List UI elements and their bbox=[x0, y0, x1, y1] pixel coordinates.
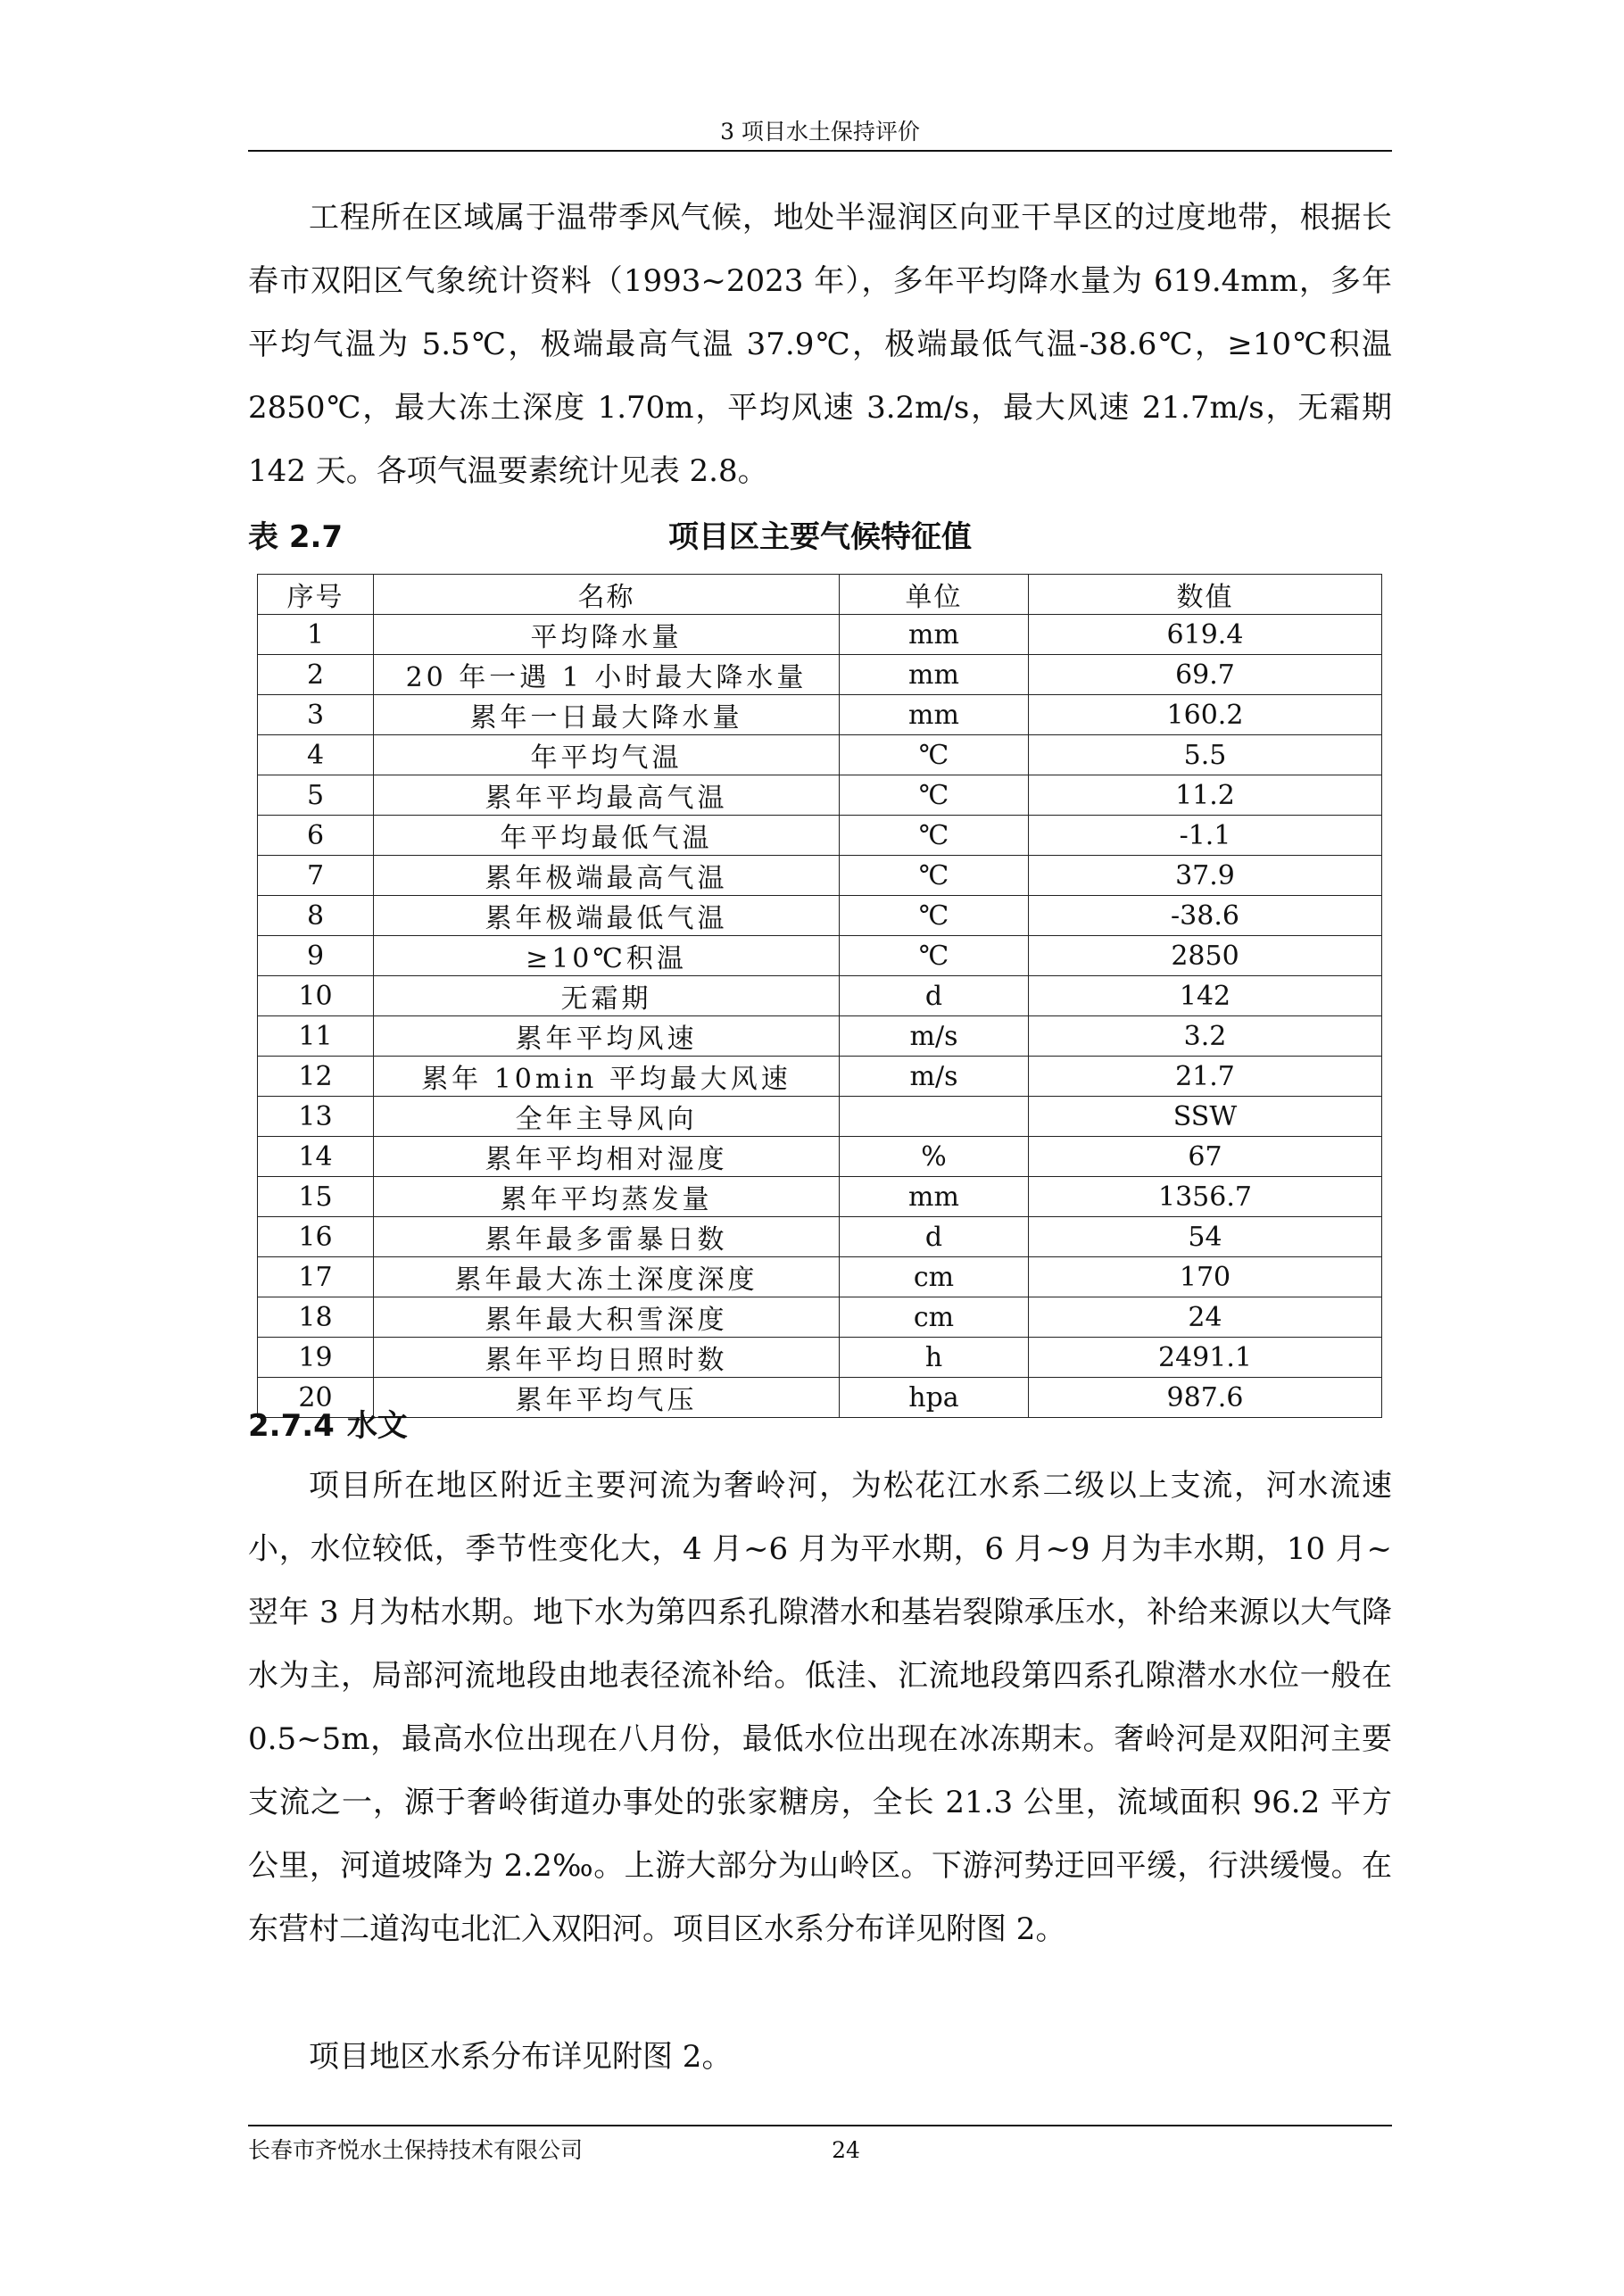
cell-index: 7 bbox=[258, 856, 374, 896]
cell-unit bbox=[840, 1097, 1029, 1137]
cell-value: 2491.1 bbox=[1029, 1338, 1382, 1378]
cell-index: 3 bbox=[258, 695, 374, 735]
cell-value: 3.2 bbox=[1029, 1016, 1382, 1057]
cell-value: 67 bbox=[1029, 1137, 1382, 1177]
page-header: 3 项目水土保持评价 bbox=[720, 119, 920, 145]
cell-value: 619.4 bbox=[1029, 615, 1382, 655]
cell-unit: mm bbox=[840, 615, 1029, 655]
cell-name: 累年平均日照时数 bbox=[374, 1338, 840, 1378]
cell-index: 5 bbox=[258, 775, 374, 816]
cell-value: 11.2 bbox=[1029, 775, 1382, 816]
cell-name: 年平均最低气温 bbox=[374, 816, 840, 856]
cell-index: 10 bbox=[258, 976, 374, 1016]
table-row bbox=[258, 936, 1382, 976]
cell-unit: cm bbox=[840, 1297, 1029, 1338]
cell-unit: m/s bbox=[840, 1057, 1029, 1097]
header-unit: 单位 bbox=[840, 575, 1029, 615]
cell-value: SSW bbox=[1029, 1097, 1382, 1137]
cell-name: 累年平均风速 bbox=[374, 1016, 840, 1057]
cell-name: 无霜期 bbox=[374, 976, 840, 1016]
cell-name: 累年平均相对湿度 bbox=[374, 1137, 840, 1177]
section-heading bbox=[248, 1399, 408, 1453]
table-row bbox=[258, 1378, 1382, 1418]
cell-unit: ℃ bbox=[840, 775, 1029, 816]
cell-unit: ℃ bbox=[840, 896, 1029, 936]
cell-value: 5.5 bbox=[1029, 735, 1382, 775]
cell-index: 17 bbox=[258, 1257, 374, 1297]
table-row bbox=[258, 1257, 1382, 1297]
cell-name: 平均降水量 bbox=[374, 615, 840, 655]
cell-value: -38.6 bbox=[1029, 896, 1382, 936]
table-row bbox=[258, 1217, 1382, 1257]
table-row bbox=[258, 976, 1382, 1016]
cell-value: 1356.7 bbox=[1029, 1177, 1382, 1217]
table-row bbox=[258, 896, 1382, 936]
cell-value: 54 bbox=[1029, 1217, 1382, 1257]
section-title: 水文 bbox=[346, 1408, 408, 1444]
page-number: 24 bbox=[832, 2137, 860, 2163]
cell-name: 累年平均蒸发量 bbox=[374, 1177, 840, 1217]
cell-unit: h bbox=[840, 1338, 1029, 1378]
header-divider bbox=[248, 150, 1392, 152]
cell-name: 累年极端最低气温 bbox=[374, 896, 840, 936]
cell-index: 19 bbox=[258, 1338, 374, 1378]
cell-value: 24 bbox=[1029, 1297, 1382, 1338]
cell-name: 累年最大冻土深度深度 bbox=[374, 1257, 840, 1297]
cell-name: 累年平均气压 bbox=[374, 1378, 840, 1418]
cell-unit: mm bbox=[840, 695, 1029, 735]
cell-value: 987.6 bbox=[1029, 1378, 1382, 1418]
cell-value: 2850 bbox=[1029, 936, 1382, 976]
cell-name: 累年极端最高气温 bbox=[374, 856, 840, 896]
reference-paragraph: 项目地区水系分布详见附图 2。 bbox=[309, 2039, 733, 2075]
table-title: 项目区主要气候特征值 bbox=[668, 519, 972, 555]
footer-divider bbox=[248, 2125, 1392, 2126]
footer-company: 长春市齐悦水土保持技术有限公司 bbox=[248, 2137, 584, 2163]
cell-name: 累年 10min 平均最大风速 bbox=[374, 1057, 840, 1097]
cell-value: 160.2 bbox=[1029, 695, 1382, 735]
cell-name: 年平均气温 bbox=[374, 735, 840, 775]
cell-index: 6 bbox=[258, 816, 374, 856]
climate-paragraph: 工程所在区域属于温带季风气候，地处半湿润区向亚干旱区的过度地带，根据长春市双阳区气象统计资料（1993~2023 年），多年平均降水量为 619.4mm，多年平均气温为 5.5℃，极端最高气温 37.9℃，极端最低气温-38.6℃，≥10℃积温 2850℃，最大冻土深度 1.70m，平均风速 3.2m/s，最大风速 21.7m/s，无霜期 142 天。各项气温要素统计见表 2.8。 bbox=[248, 200, 1392, 489]
cell-index: 2 bbox=[258, 655, 374, 695]
table-row bbox=[258, 1297, 1382, 1338]
table-row bbox=[258, 1177, 1382, 1217]
table-row bbox=[258, 1016, 1382, 1057]
cell-value: 21.7 bbox=[1029, 1057, 1382, 1097]
cell-unit: ℃ bbox=[840, 735, 1029, 775]
cell-index: 4 bbox=[258, 735, 374, 775]
cell-unit: mm bbox=[840, 655, 1029, 695]
header-name: 名称 bbox=[374, 575, 840, 615]
cell-unit: % bbox=[840, 1137, 1029, 1177]
cell-index: 15 bbox=[258, 1177, 374, 1217]
cell-unit: ℃ bbox=[840, 936, 1029, 976]
cell-unit: m/s bbox=[840, 1016, 1029, 1057]
table-row bbox=[258, 1137, 1382, 1177]
table-row bbox=[258, 615, 1382, 655]
cell-index: 8 bbox=[258, 896, 374, 936]
cell-value: 142 bbox=[1029, 976, 1382, 1016]
table-caption bbox=[248, 512, 1392, 562]
cell-index: 16 bbox=[258, 1217, 374, 1257]
table-row bbox=[258, 775, 1382, 816]
table-row bbox=[258, 1338, 1382, 1378]
cell-value: 170 bbox=[1029, 1257, 1382, 1297]
table-row bbox=[258, 735, 1382, 775]
table-row bbox=[258, 655, 1382, 695]
header-value: 数值 bbox=[1029, 575, 1382, 615]
cell-unit: d bbox=[840, 976, 1029, 1016]
header-index: 序号 bbox=[258, 575, 374, 615]
cell-value: 69.7 bbox=[1029, 655, 1382, 695]
table-row bbox=[258, 1057, 1382, 1097]
cell-unit: ℃ bbox=[840, 856, 1029, 896]
table-row bbox=[258, 856, 1382, 896]
cell-name: 累年最多雷暴日数 bbox=[374, 1217, 840, 1257]
cell-index: 14 bbox=[258, 1137, 374, 1177]
cell-value: -1.1 bbox=[1029, 816, 1382, 856]
section-number: 2.7.4 bbox=[248, 1408, 335, 1444]
cell-name: ≥10℃积温 bbox=[374, 936, 840, 976]
table-number: 表 2.7 bbox=[248, 519, 344, 555]
hydrology-paragraph: 项目所在地区附近主要河流为奢岭河，为松花江水系二级以上支流，河水流速小，水位较低，季节性变化大，4 月~6 月为平水期，6 月~9 月为丰水期，10 月~翌年 3 月为枯水期。地下水为第四系孔隙潜水和基岩裂隙承压水，补给来源以大气降水为主，局部河流地段由地表径流补给。低洼、汇流地段第四系孔隙潜水水位一般在 0.5~5m，最高水位出现在八月份，最低水位出现在冰冻期末。奢岭河是双阳河主要支流之一，源于奢岭街道办事处的张家糖房，全长 21.3 公里，流域面积 96.2 平方公里，河道坡降为 2.2‰。上游大部分为山岭区。下游河势迂回平缓，行洪缓慢。在东营村二道沟屯北汇入双阳河。项目区水系分布详见附图 2。 bbox=[248, 1468, 1392, 1947]
cell-name: 全年主导风向 bbox=[374, 1097, 840, 1137]
table-header-row bbox=[258, 575, 1382, 615]
cell-name: 累年平均最高气温 bbox=[374, 775, 840, 816]
cell-unit: cm bbox=[840, 1257, 1029, 1297]
cell-index: 20 bbox=[258, 1378, 374, 1418]
table-row bbox=[258, 816, 1382, 856]
cell-name: 20 年一遇 1 小时最大降水量 bbox=[374, 655, 840, 695]
cell-unit: ℃ bbox=[840, 816, 1029, 856]
cell-unit: hpa bbox=[840, 1378, 1029, 1418]
cell-index: 18 bbox=[258, 1297, 374, 1338]
cell-index: 9 bbox=[258, 936, 374, 976]
cell-unit: d bbox=[840, 1217, 1029, 1257]
cell-value: 37.9 bbox=[1029, 856, 1382, 896]
cell-index: 12 bbox=[258, 1057, 374, 1097]
climate-table bbox=[257, 574, 1382, 1418]
cell-index: 11 bbox=[258, 1016, 374, 1057]
cell-index: 13 bbox=[258, 1097, 374, 1137]
cell-name: 累年最大积雪深度 bbox=[374, 1297, 840, 1338]
cell-name: 累年一日最大降水量 bbox=[374, 695, 840, 735]
table-row bbox=[258, 1097, 1382, 1137]
cell-unit: mm bbox=[840, 1177, 1029, 1217]
cell-index: 1 bbox=[258, 615, 374, 655]
table-row bbox=[258, 695, 1382, 735]
